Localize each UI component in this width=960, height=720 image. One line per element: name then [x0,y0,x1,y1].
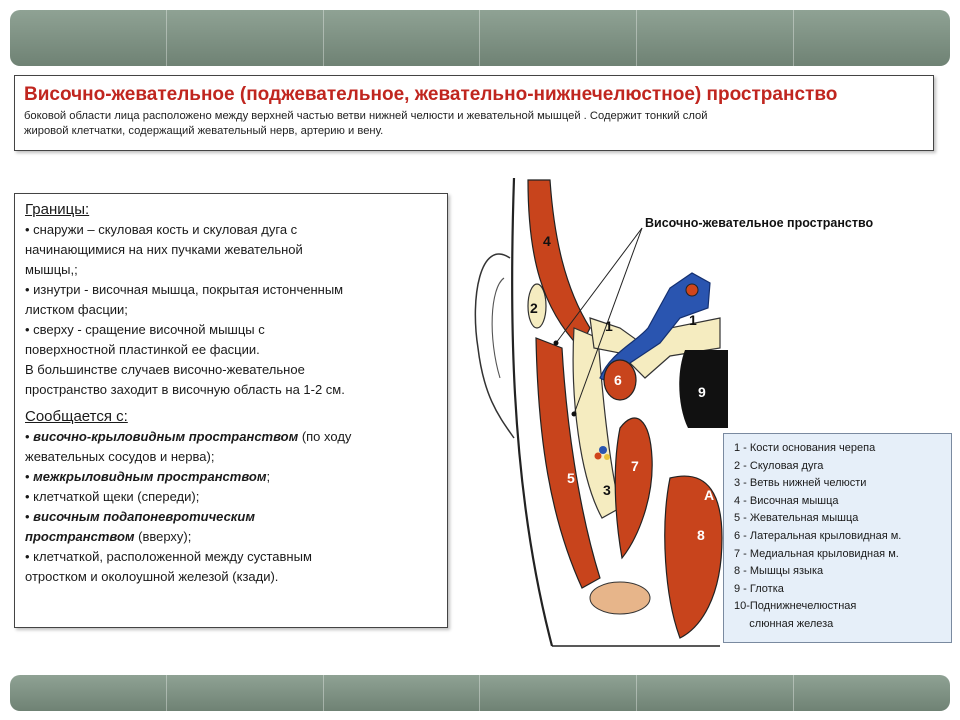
legend-entry: 7 - Медиальная крыловидная м. [734,547,899,560]
page-title: Височно-жевательное (поджевательное, жевательно-нижнечелюстное) пространство [24,84,838,105]
title-box [14,75,934,151]
borders-heading: Границы: [25,201,90,218]
subtitle [24,109,923,139]
borders-line: • сверху - сращение височной мышцы с [25,322,265,337]
borders-line: • снаружи – скуловая кость и скуловая дуга с [25,222,298,237]
emphasis: пространством [25,529,135,544]
borders-line: мышцы,; [25,262,78,277]
label-2: 2 [530,300,538,316]
diagram-legend [723,433,952,643]
borders-line: листком фасции; [25,302,128,317]
borders-line: пространство заходит в височную область на 1-2 см. [25,382,345,397]
borders-line: начинающимися на них пучками жевательной [25,242,303,257]
communicates-heading: Сообщается с: [25,408,128,425]
pointer-dot [572,412,577,417]
bundle-dot [604,454,610,460]
borders-line: В большинстве случаев височно-жевательное [25,362,305,377]
subtitle-line-2: жировой клетчатки, содержащий жевательный нерв, артерию и вену. [24,125,384,137]
legend-entry: 1 - Кости основания черепа [734,442,876,454]
label-6: 6 [614,372,622,388]
pointer-dot [554,341,559,346]
label-1a: 1 [605,318,613,334]
legend-entry: 8 - Мышцы языка [734,565,824,578]
legend-entry: 9 - Глотка [734,582,784,595]
description-box [14,193,448,628]
text: (по ходу [298,429,352,444]
emphasis: височно-крыловидным пространством [33,429,299,444]
label-5: 5 [567,470,575,486]
legend-entry: 10-Поднижнечелюстная [734,600,857,613]
ear [475,254,514,438]
anatomy-diagram [470,178,728,648]
label-1b: 1 [689,312,697,328]
emphasis: межкрыловидным пространством [33,469,267,484]
communicates-line: • клетчаткой щеки (спереди); [25,489,200,504]
bundle-dot [599,446,607,454]
footer-band [10,675,950,711]
legend-entry: 2 - Скуловая дуга [734,459,824,472]
borders-line: поверхностной пластинкой ее фасции. [25,342,260,357]
vessel-dot [686,284,698,296]
ear-inner [492,278,504,378]
bullet: • [25,429,34,444]
legend-entry: 5 - Жевательная мышца [734,512,859,525]
legend-entry: 4 - Височная мышца [734,494,839,507]
diagram-label: Височно-жевательное пространство [645,216,874,230]
borders-line: • изнутри - височная мышца, покрытая истонченным [25,282,344,297]
communicates-line [25,507,439,527]
label-4: 4 [543,233,551,249]
text: ; [266,469,271,484]
label-8: 8 [697,527,705,543]
bundle-dot [595,453,602,460]
submandibular-gland [590,582,650,614]
communicates-line [25,527,439,547]
subtitle-line-1: боковой области лица расположено между верхней частью ветви нижней челюсти и жевательной мышцей . Содержит тонкий слой [24,110,708,122]
label-3: 3 [603,482,611,498]
mandible-ramus [573,328,620,518]
bullet: • [25,469,34,484]
communicates-line: жевательных сосудов и нерва); [25,449,215,464]
text: (вверху); [134,529,192,544]
header-band [10,10,950,66]
legend-entry: слюнная железа [734,617,834,630]
legend-entry: 6 - Латеральная крыловидная м. [734,529,902,542]
medial-pterygoid [615,418,652,558]
emphasis: височным подапоневротическим [33,509,255,524]
legend-entry: 3 - Ветвь нижней челюсти [734,477,867,490]
label-a: A [704,487,715,503]
communicates-line [25,427,439,447]
communicates-line [25,467,439,487]
bullet: • [25,509,34,524]
communicates-line: • клетчаткой, расположенной между суставным [25,549,312,564]
communicates-line: отростком и околоушной железой (кзади). [25,569,279,584]
label-7: 7 [631,458,639,474]
label-9: 9 [698,384,706,400]
